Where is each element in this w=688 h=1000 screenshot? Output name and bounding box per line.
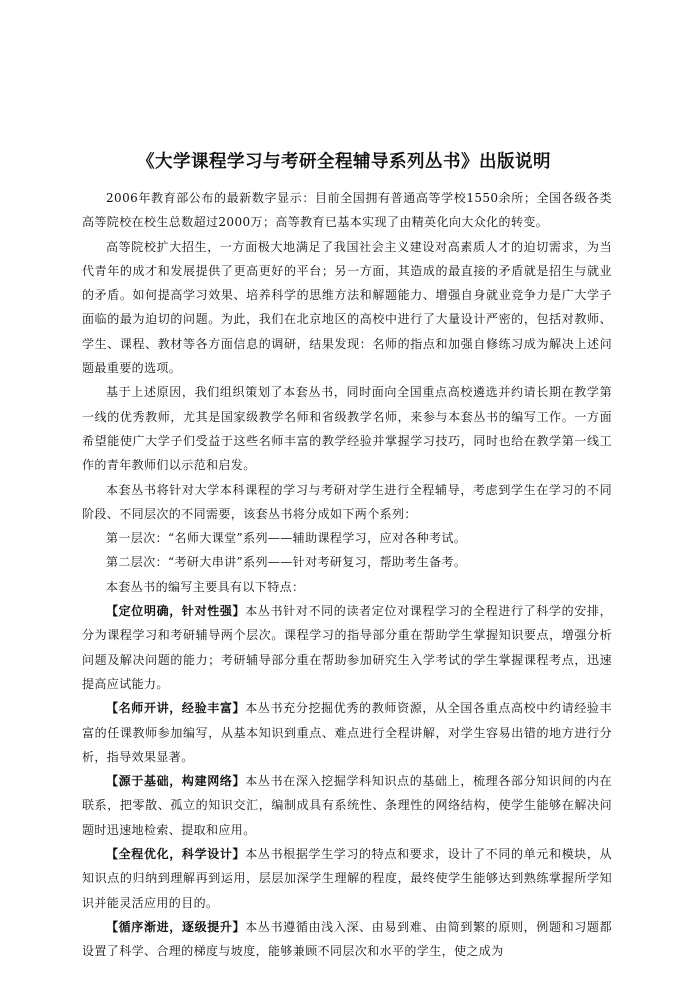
- paragraph-text: 本丛书根据学生学习的特点和要求，设计了不同的单元和模块，从知识点的归纳到理解再到运用，层层加深学生理解的程度，最终使学生能够达到熟练掌握所学知识并能灵活应用的目的。: [82, 847, 612, 910]
- feature-heading: 【名师开讲，经验丰富】: [106, 701, 246, 716]
- paragraph-text: 本丛书针对不同的读者定位对课程学习的全程进行了科学的安排，分为课程学习和考研辅导两个层次。课程学习的指导部分重在帮助学生掌握知识要点，增强分析问题及解决问题的能力；考研辅导部分重在帮助参加研究生入学考试的学生掌握课程考点，迅速提高应试能力。: [82, 604, 612, 691]
- paragraph-text: 本丛书在深入挖掘学科知识点的基础上，梳理各部分知识间的内在联系，把零散、孤立的知识交汇，编制成具有系统性、条理性的网络结构，使学生能够在解决问题时迅速地检索、提取和应用。: [82, 774, 612, 837]
- feature-heading: 【循序渐进，逐级提升】: [106, 919, 246, 934]
- feature-famous-teachers: [82, 696, 612, 769]
- paragraph-text: 本丛书充分挖掘优秀的教师资源，从全国各重点高校中约请经验丰富的任课教师参加编写，从基本知识到重点、难点进行全程讲解，对学生容易出错的地方进行分析，指导效果显著。: [82, 701, 612, 764]
- paragraph-text: 2006年教育部公布的最新数字显示：目前全国拥有普通高等学校1550余所；全国各级各类高等院校在校生总数超过2000万；高等教育已基本实现了由精英化向大众化的转变。: [82, 191, 612, 230]
- features-intro: [82, 575, 612, 599]
- document-body: [82, 186, 612, 964]
- feature-positioning: [82, 599, 612, 696]
- paragraph-text: 本丛书遵循由浅入深、由易到难、由简到繁的原则，例题和习题都设置了科学、合理的梯度与坡度，能够兼顾不同层次和水平的学生，使之成为: [82, 919, 612, 959]
- feature-optimized-design: [82, 842, 612, 915]
- paragraph-text: 本套丛书的编写主要具有以下特点：: [106, 579, 305, 594]
- paragraph-text: 基于上述原因，我们组织策划了本套丛书，同时面向全国重点高校遴选并约请长期在教学第一线的优秀教师，尤其是国家级教学名师和省级教学名师，来参与本套丛书的编写工作。一方面希望能使广大学子们受益于这些名师丰富的教学经验并掌握学习技巧，同时也给在教学第一线工作的青年教师们以示范和启发。: [82, 385, 612, 473]
- series-level-two: [82, 550, 612, 574]
- feature-knowledge-network: [82, 769, 612, 842]
- paragraph-text: 本套丛书将针对大学本科课程的学习与考研对学生进行全程辅导，考虑到学生在学习的不同阶段、不同层次的不同需要，该套丛书将分成如下两个系列：: [82, 482, 612, 521]
- paragraph-text: 第二层次：“考研大串讲”系列——针对考研复习，帮助考生备考。: [106, 555, 467, 570]
- paragraph-4: [82, 478, 612, 527]
- feature-heading: 【源于基础，构建网络】: [106, 774, 246, 789]
- paragraph-1: [82, 186, 612, 235]
- paragraph-text: 高等院校扩大招生，一方面极大地满足了我国社会主义建设对高素质人才的迫切需求，为当代青年的成才和发展提供了更高更好的平台；另一方面，其造成的最直接的矛盾就是招生与就业的矛盾。如何提高学习效果、培养科学的思维方法和解题能力、增强自身就业竞争力是广大学子面临的最为迫切的问题。为此，我们在北京地区的高校中进行了大量设计严密的，包括对教师、学生、课程、教材等各方面信息的调研，结果发现：名师的指点和加强自修练习成为解决上述问题最重要的选项。: [82, 239, 612, 376]
- feature-heading: 【全程优化，科学设计】: [106, 847, 246, 862]
- feature-step-by-step: [82, 915, 612, 964]
- feature-heading: 【定位明确，针对性强】: [106, 604, 246, 619]
- series-level-one: [82, 526, 612, 550]
- paragraph-2: [82, 235, 612, 381]
- page-title: 《大学课程学习与考研全程辅导系列丛书》出版说明: [137, 152, 551, 172]
- paragraph-3: [82, 380, 612, 477]
- paragraph-text: 第一层次：“名师大课堂”系列——辅助课程学习，应对各种考试。: [106, 531, 467, 546]
